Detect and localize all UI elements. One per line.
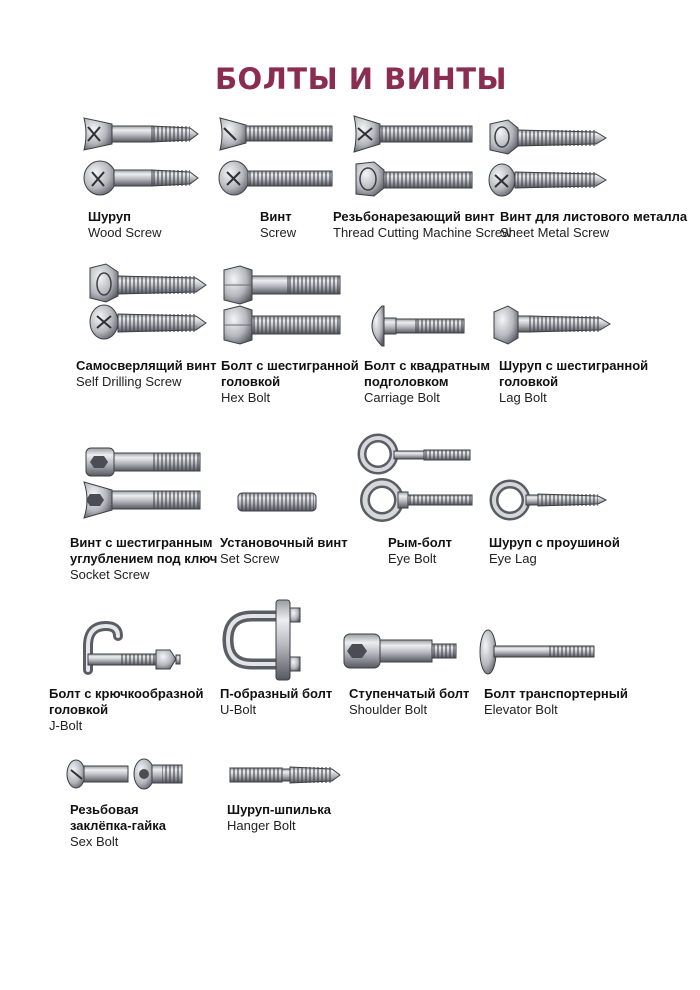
socket-screw-cylinder-head-image xyxy=(86,448,200,476)
label-ru: Винт xyxy=(260,209,292,224)
thread-cutting-hex-head-image xyxy=(356,162,472,196)
u-bolt-image xyxy=(228,600,300,680)
label-en: Hex Bolt xyxy=(221,390,271,405)
sheet-metal-hex-head-image xyxy=(490,120,606,154)
caption-self-drilling-screw xyxy=(76,358,217,390)
label-ru: Шуруп с шестигранной головкой xyxy=(499,358,649,389)
label-ru: Рым-болт xyxy=(388,535,452,550)
label-ru: Ступенчатый болт xyxy=(349,686,470,701)
label-ru: Резьбонарезающий винт xyxy=(333,209,495,224)
label-en: Sex Bolt xyxy=(70,834,119,849)
caption-eye-bolt xyxy=(388,535,452,567)
caption-shoulder-bolt xyxy=(349,686,469,718)
j-bolt-image xyxy=(88,626,180,670)
caption-set-screw xyxy=(220,535,348,567)
thread-cutting-flat-head-image xyxy=(354,116,472,152)
label-en: Set Screw xyxy=(220,551,280,566)
carriage-bolt-image xyxy=(372,306,464,346)
label-ru: Болт с квадратным подголовком xyxy=(364,358,490,389)
label-en: Screw xyxy=(260,225,297,240)
self-drilling-round-head-image xyxy=(90,305,206,339)
caption-eye-lag xyxy=(489,535,620,567)
label-en: Thread Cutting Machine Screw xyxy=(333,225,512,240)
label-ru: Болт транспортерный xyxy=(484,686,628,701)
sex-bolt-screw-image xyxy=(67,760,128,788)
caption-j-bolt xyxy=(49,686,203,734)
caption-hex-bolt xyxy=(221,358,359,406)
hex-bolt-full-thread-image xyxy=(224,306,340,344)
caption-hanger-bolt xyxy=(227,802,331,834)
wood-screw-oval-head-image xyxy=(84,161,198,195)
caption-elevator-bolt xyxy=(484,686,628,718)
self-drilling-hex-head-image xyxy=(90,264,206,302)
hex-bolt-image xyxy=(224,266,340,304)
caption-lag-bolt xyxy=(499,358,648,406)
label-en: Elevator Bolt xyxy=(484,702,558,717)
label-en: Wood Screw xyxy=(88,225,162,240)
label-en: Eye Lag xyxy=(489,551,537,566)
label-en: Carriage Bolt xyxy=(364,390,440,405)
label-ru: Болт с крючкообразной головкой xyxy=(49,686,204,717)
caption-screw xyxy=(260,209,296,241)
label-ru: Шуруп с проушиной xyxy=(489,535,620,550)
eye-bolt-upper-image xyxy=(362,438,470,470)
socket-screw-flat-head-image xyxy=(84,482,200,518)
label-en: Socket Screw xyxy=(70,567,150,582)
label-ru: Установочный винт xyxy=(220,535,348,550)
page-title: БОЛТЫ И ВИНТЫ xyxy=(214,62,508,96)
label-ru: Самосверлящий винт xyxy=(76,358,217,373)
label-ru: П-образный болт xyxy=(220,686,333,701)
label-ru: Болт с шестигранной головкой xyxy=(221,358,359,389)
label-en: Lag Bolt xyxy=(499,390,547,405)
label-en: Hanger Bolt xyxy=(227,818,296,833)
label-ru: Шуруп-шпилька xyxy=(227,802,331,817)
caption-thread-cutting-machine-screw xyxy=(333,209,511,241)
label-en: J-Bolt xyxy=(49,718,83,733)
hanger-bolt-image xyxy=(230,767,340,783)
label-en: Eye Bolt xyxy=(388,551,437,566)
wood-screw-flat-head-image xyxy=(84,118,198,150)
caption-carriage-bolt xyxy=(364,358,490,406)
caption-wood-screw xyxy=(88,209,161,241)
eye-bolt-lower-image xyxy=(365,483,472,517)
sheet-metal-round-head-image xyxy=(489,164,606,196)
label-en: Self Drilling Screw xyxy=(76,374,182,389)
caption-sheet-metal-screw xyxy=(500,209,687,241)
elevator-bolt-image xyxy=(480,630,594,674)
sex-bolt-barrel-nut-image xyxy=(134,759,182,789)
label-ru: Шуруп xyxy=(88,209,131,224)
lag-bolt-image xyxy=(494,306,610,344)
eye-lag-image xyxy=(494,484,606,516)
caption-sex-bolt xyxy=(70,802,166,850)
screw-round-head-image xyxy=(219,161,332,195)
caption-socket-screw xyxy=(70,535,217,583)
label-ru: Резьбовая заклёпка-гайка xyxy=(70,802,166,833)
label-ru: Винт с шестигранным углублением под ключ xyxy=(70,535,218,566)
label-en: Shoulder Bolt xyxy=(349,702,428,717)
caption-u-bolt xyxy=(220,686,332,718)
set-screw-image xyxy=(238,493,316,511)
label-ru: Винт для листового металла xyxy=(500,209,688,224)
label-en: Sheet Metal Screw xyxy=(500,225,610,240)
shoulder-bolt-image xyxy=(344,634,456,668)
label-en: U-Bolt xyxy=(220,702,257,717)
screw-flat-head-image xyxy=(220,118,332,150)
